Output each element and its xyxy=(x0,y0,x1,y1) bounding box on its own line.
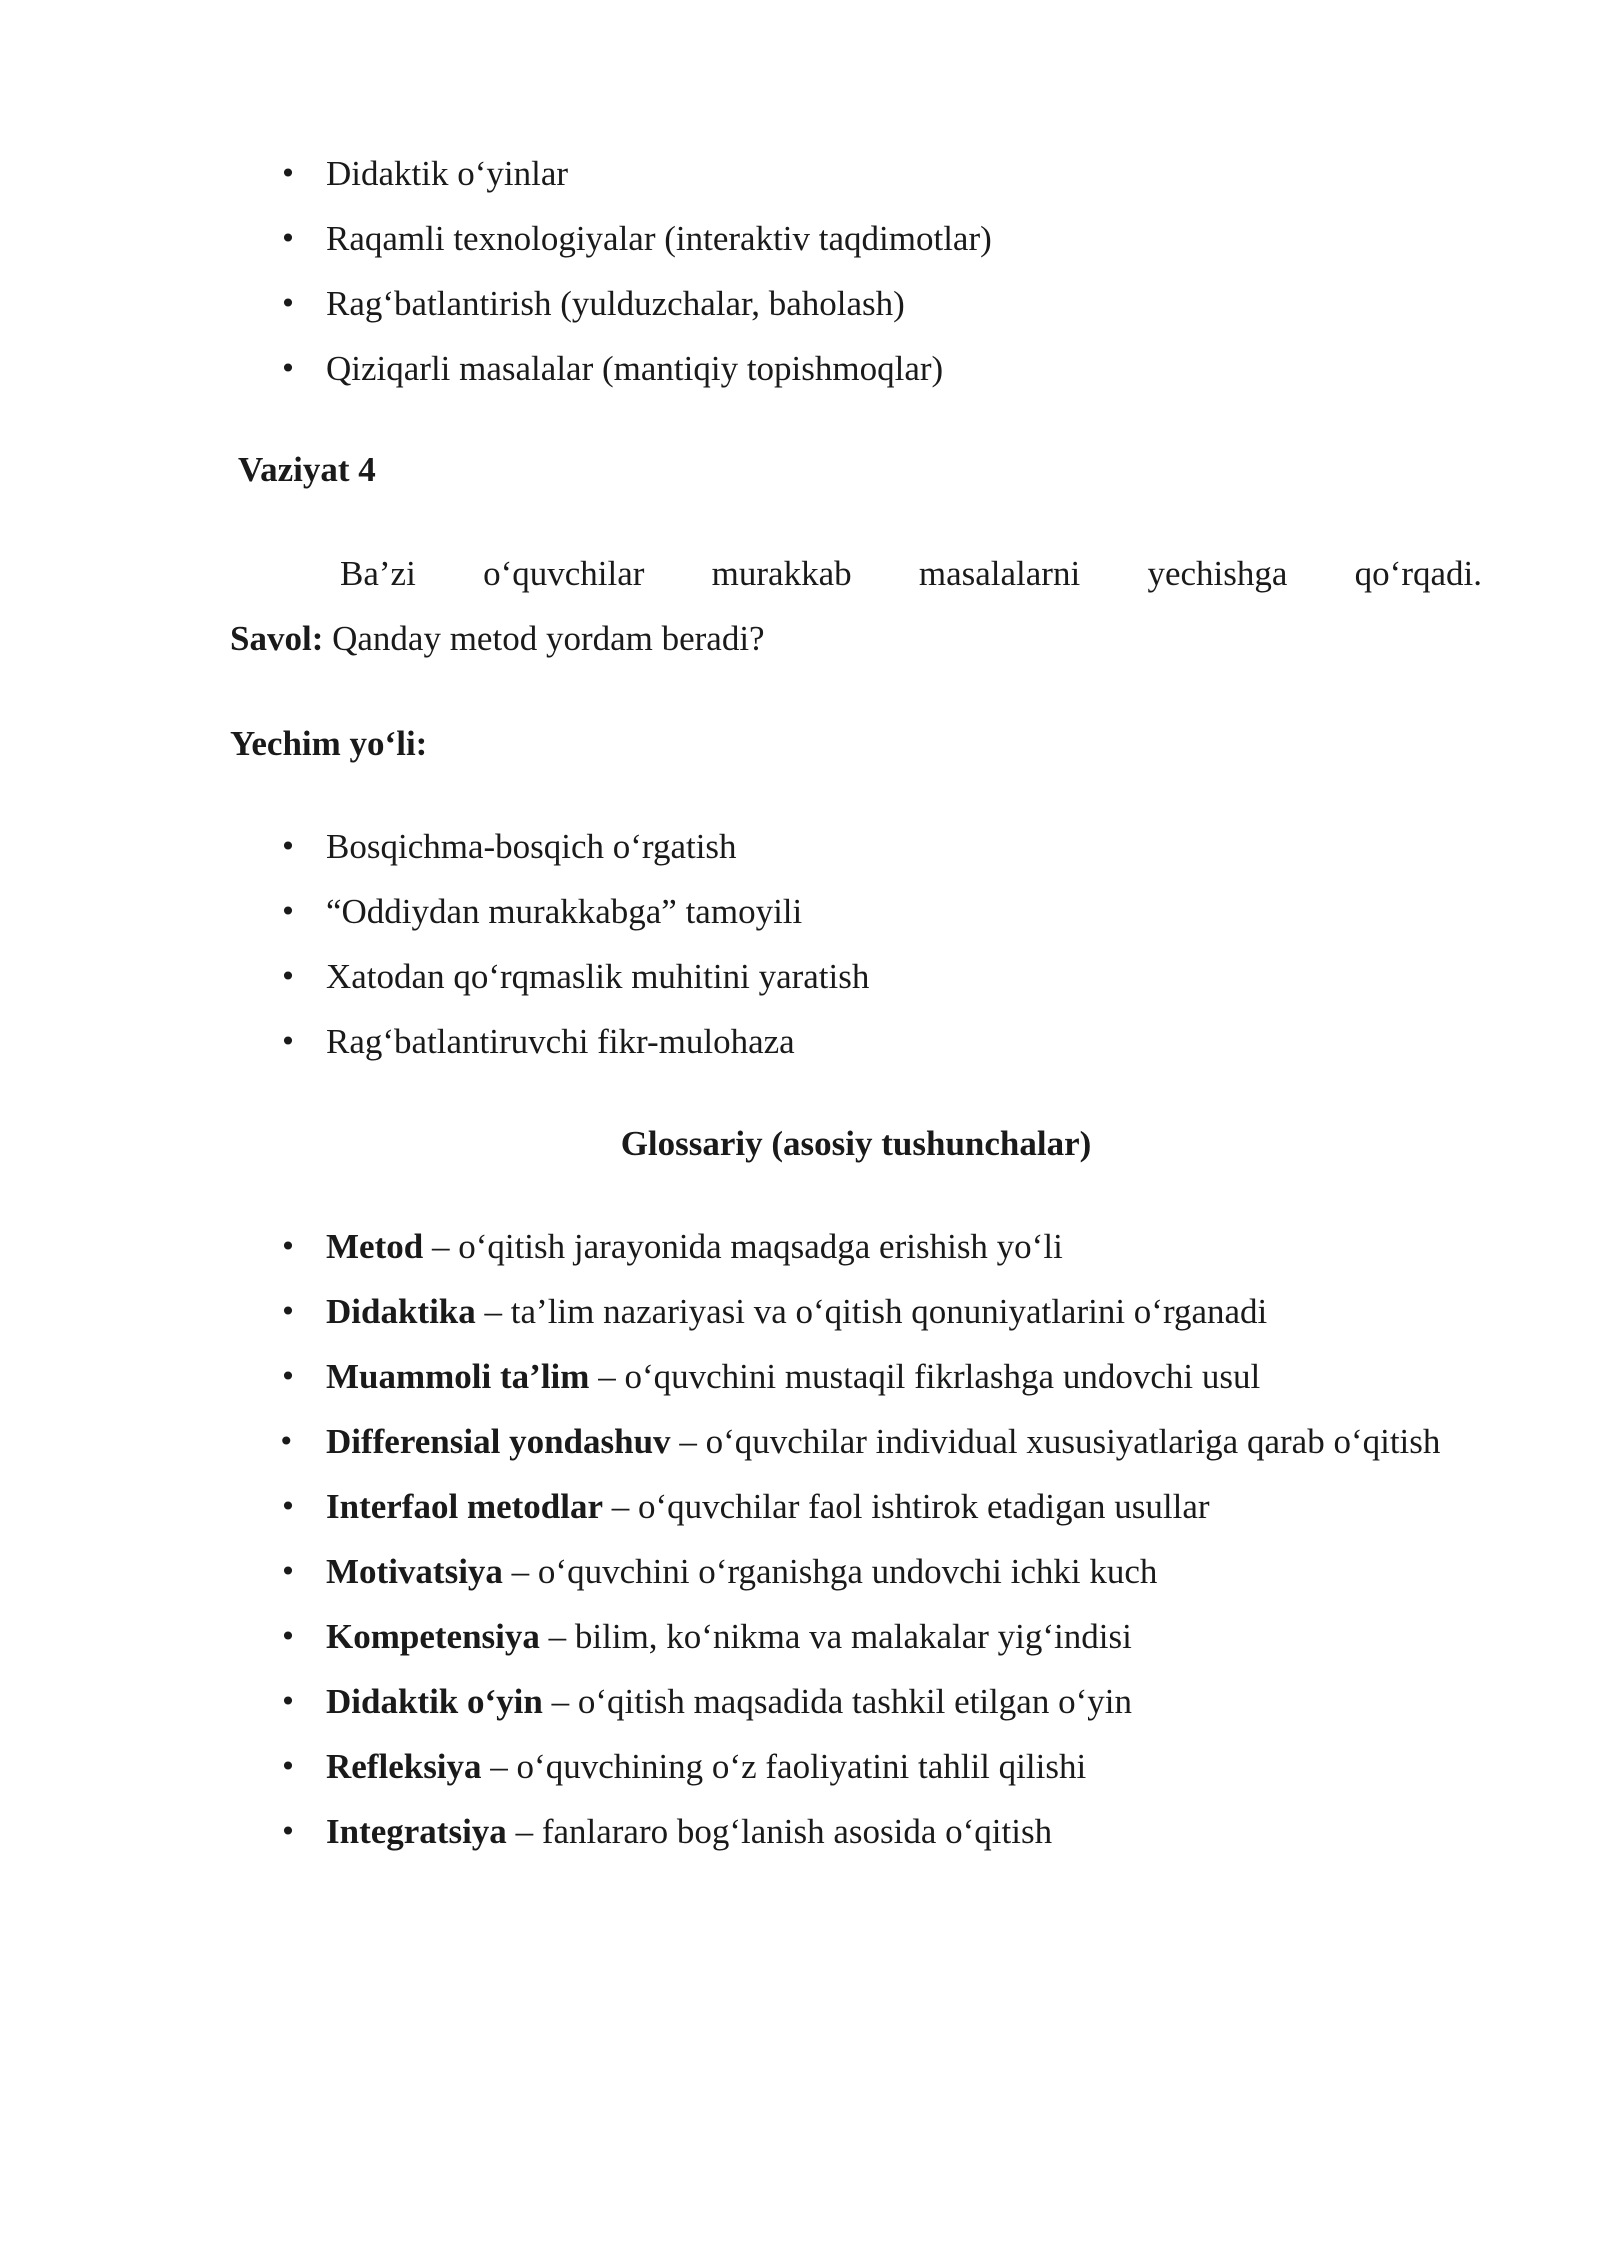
top-bullet-list xyxy=(230,141,1470,401)
bullet-icon: • xyxy=(279,352,297,385)
glossary-definition: – o‘quvchini mustaqil fikrlashga undovchi usul xyxy=(589,1357,1261,1396)
word: murakkab xyxy=(711,554,852,593)
bullet-icon: • xyxy=(279,1360,297,1393)
situation-line xyxy=(230,541,1482,606)
word: yechishga xyxy=(1147,554,1288,593)
glossary-item xyxy=(230,1474,1482,1539)
bullet-icon: • xyxy=(279,1815,297,1848)
situation-paragraph xyxy=(230,541,1482,671)
list-item-text: Xatodan qo‘rqmaslik muhitini yaratish xyxy=(326,957,870,996)
glossary-term: Didaktika xyxy=(326,1292,476,1331)
question-label: Savol: xyxy=(230,619,324,658)
bullet-icon: • xyxy=(279,157,297,190)
list-item xyxy=(230,1009,1470,1074)
word: qo‘rqadi. xyxy=(1354,554,1482,593)
glossary-definition: – o‘qitish jarayonida maqsadga erishish yo‘li xyxy=(423,1227,1063,1266)
bullet-icon: • xyxy=(279,960,297,993)
glossary-item xyxy=(230,1214,1482,1279)
glossary-item xyxy=(230,1799,1482,1864)
bullet-icon: • xyxy=(279,830,297,863)
bullet-icon: • xyxy=(279,222,297,255)
list-item-text: Raqamli texnologiyalar (interaktiv taqdimotlar) xyxy=(326,219,992,258)
list-item-text: Didaktik o‘yinlar xyxy=(326,154,569,193)
glossary-term: Interfaol metodlar xyxy=(326,1487,604,1526)
list-item-text: Rag‘batlantirish (yulduzchalar, baholash) xyxy=(326,284,905,323)
bullet-icon: • xyxy=(279,1685,297,1718)
glossary-bullet-list xyxy=(230,1214,1482,1864)
list-item xyxy=(230,814,1470,879)
situation-title: Vaziyat 4 xyxy=(238,450,376,489)
word: Ba’zi xyxy=(340,554,416,593)
glossary-term: Differensial yondashuv xyxy=(326,1422,671,1461)
solution-list-block xyxy=(230,814,1470,1074)
solution-bullet-list xyxy=(230,814,1470,1074)
glossary-item xyxy=(230,1734,1482,1799)
list-item-text: “Oddiydan murakkabga” tamoyili xyxy=(326,892,803,931)
question-line xyxy=(230,606,1482,671)
bullet-icon: • xyxy=(279,1490,297,1523)
glossary-term: Motivatsiya xyxy=(326,1552,503,1591)
glossary-item xyxy=(230,1669,1482,1734)
glossary-term: Integratsiya xyxy=(326,1812,507,1851)
glossary-list-block xyxy=(230,1214,1482,1864)
glossary-term: Refleksiya xyxy=(326,1747,482,1786)
solution-title: Yechim yo‘li: xyxy=(230,724,428,763)
bullet-icon: • xyxy=(279,1555,297,1588)
list-item xyxy=(230,271,1470,336)
list-item-text: Rag‘batlantiruvchi fikr-mulohaza xyxy=(326,1022,795,1061)
bullet-icon: • xyxy=(279,1295,297,1328)
glossary-definition: – o‘quvchilar faol ishtirok etadigan usullar xyxy=(603,1487,1210,1526)
glossary-term: Kompetensiya xyxy=(326,1617,540,1656)
word: masalalarni xyxy=(918,554,1081,593)
glossary-title: Glossariy (asosiy tushunchalar) xyxy=(620,1124,1092,1163)
glossary-item xyxy=(230,1409,1482,1474)
list-item xyxy=(230,206,1470,271)
bullet-icon: • xyxy=(279,287,297,320)
list-item xyxy=(230,879,1470,944)
glossary-definition: – o‘qitish maqsadida tashkil etilgan o‘yin xyxy=(542,1682,1132,1721)
glossary-definition: – fanlararo bog‘lanish asosida o‘qitish xyxy=(506,1812,1053,1851)
list-item-text: Qiziqarli masalalar (mantiqiy topishmoqlar) xyxy=(326,349,944,388)
word: o‘quvchilar xyxy=(483,554,645,593)
glossary-item xyxy=(230,1539,1482,1604)
glossary-definition: – bilim, ko‘nikma va malakalar yig‘indisi xyxy=(539,1617,1132,1656)
top-list-block xyxy=(230,141,1470,401)
bullet-icon: • xyxy=(279,1750,297,1783)
glossary-item xyxy=(230,1279,1482,1344)
glossary-term: Didaktik o‘yin xyxy=(326,1682,543,1721)
list-item-text: Bosqichma-bosqich o‘rgatish xyxy=(326,827,737,866)
bullet-icon: • xyxy=(279,895,297,928)
glossary-item xyxy=(230,1604,1482,1669)
glossary-definition: – ta’lim nazariyasi va o‘qitish qonuniyatlarini o‘rganadi xyxy=(475,1292,1268,1331)
bullet-icon: • xyxy=(278,1425,295,1458)
glossary-definition: – o‘quvchini o‘rganishga undovchi ichki kuch xyxy=(502,1552,1158,1591)
glossary-term: Metod xyxy=(326,1227,424,1266)
list-item xyxy=(230,944,1470,1009)
list-item xyxy=(230,336,1470,401)
glossary-item xyxy=(230,1344,1482,1409)
glossary-definition: – o‘quvchining o‘z faoliyatini tahlil qilishi xyxy=(481,1747,1087,1786)
bullet-icon: • xyxy=(279,1230,297,1263)
question-text: Qanday metod yordam beradi? xyxy=(323,619,765,658)
list-item xyxy=(230,141,1470,206)
bullet-icon: • xyxy=(279,1620,297,1653)
glossary-term: Muammoli ta’lim xyxy=(326,1357,590,1396)
bullet-icon: • xyxy=(279,1025,297,1058)
glossary-definition: – o‘quvchilar individual xususiyatlariga qarab o‘qitish xyxy=(670,1422,1441,1461)
